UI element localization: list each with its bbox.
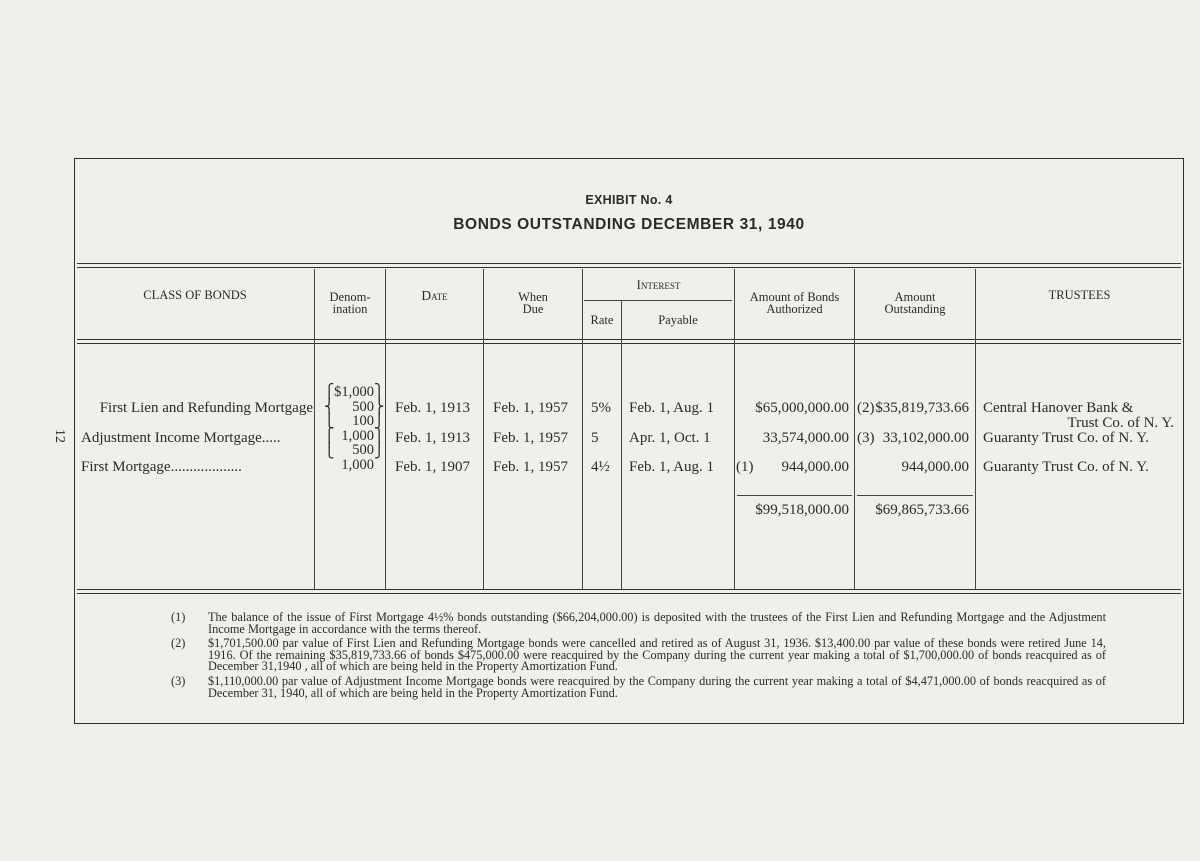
exhibit-frame (74, 158, 1184, 724)
denomination-value: 500 (352, 398, 374, 415)
header-top-rule (77, 263, 1181, 268)
header-interest: Interest (636, 278, 681, 292)
brace-left-icon: ⎧ ⎨ ⎩ (324, 385, 335, 430)
row-trustee: Guaranty Trust Co. of N. Y. (983, 459, 1149, 475)
exhibit-label: EXHIBIT No. 4 (585, 193, 673, 207)
row-payable: Apr. 1, Oct. 1 (629, 430, 711, 446)
column-divider (483, 269, 484, 589)
column-divider (621, 301, 622, 589)
footnote-number: (3) (171, 673, 186, 688)
header-amount-authorized: Amount of Bonds Authorized (749, 290, 840, 316)
row-class: First Lien and Refunding Mortgage (99, 400, 313, 416)
row-authorized-note: (1) (736, 459, 754, 475)
footnote-number: (1) (171, 610, 186, 624)
row-outstanding-note: (2) (857, 400, 875, 416)
denomination-value: $1,000 (334, 384, 374, 400)
column-divider (734, 269, 735, 589)
header-denomination: Denom- ination (329, 290, 371, 316)
total-outstanding: $69,865,733.66 (875, 502, 969, 518)
header-when-due: When Due (518, 290, 548, 316)
row-outstanding: 944,000.00 (901, 459, 969, 475)
row-trustee: Central Hanover Bank & (983, 400, 1134, 416)
footnote-text: $1,110,000.00 par value of Adjustment Income Mortgage bonds were reacquired by the Company during the current year making a total of $4,471,000.00 of bonds reacquired as of December 31, 1940, all of which are being held in the Property Amortization Fund. (208, 673, 1106, 700)
row-authorized: 33,574,000.00 (762, 430, 849, 446)
footnote (171, 673, 1106, 700)
row-when-due: Feb. 1, 1957 (493, 459, 568, 475)
row-date: Feb. 1, 1913 (395, 430, 470, 446)
total-rule (737, 495, 852, 496)
row-class: First Mortgage................... (81, 459, 242, 475)
denomination-value: 1,000 (341, 427, 374, 444)
row-outstanding-note: (3) (857, 430, 875, 446)
denomination-value: 100 (352, 413, 374, 430)
brace-right-icon: ⎫ ⎭ (374, 429, 385, 459)
denomination-value: 1,000 (341, 456, 374, 473)
row-when-due: Feb. 1, 1957 (493, 430, 568, 446)
column-divider (314, 269, 315, 589)
row-trustee-line2: Trust Co. of N. Y. (1067, 415, 1174, 431)
interest-rule (584, 300, 732, 301)
total-rule (857, 495, 973, 496)
footnote (171, 638, 1106, 673)
row-outstanding: 33,102,000.00 (882, 430, 969, 446)
row-rate: 5% (591, 400, 611, 416)
brace-left-icon: ⎧ ⎩ (324, 429, 335, 459)
header-class-of-bonds: CLASS OF BONDS (143, 288, 247, 302)
header-rate: Rate (590, 313, 614, 327)
footnotes (171, 612, 1106, 702)
footnote-number: (2) (171, 636, 186, 651)
header-trustees: TRUSTEES (1048, 288, 1111, 302)
row-trustee: Guaranty Trust Co. of N. Y. (983, 430, 1149, 446)
row-rate: 5 (591, 430, 599, 446)
footnote (171, 612, 1106, 635)
header-payable: Payable (658, 313, 698, 327)
row-class: Adjustment Income Mortgage..... (81, 430, 281, 446)
column-divider (854, 269, 855, 589)
row-authorized: $65,000,000.00 (755, 400, 849, 416)
footnote-text: The balance of the issue of First Mortgage 4½% bonds outstanding ($66,204,000.00) is deposited with the trustees of the First Lien and Refunding Mortgage and the Adjustment Income Mortgage in accordance with the terms thereof. (208, 610, 1106, 636)
header-bottom-rule (77, 339, 1181, 344)
row-date: Feb. 1, 1907 (395, 459, 470, 475)
row-payable: Feb. 1, Aug. 1 (629, 400, 715, 416)
row-rate: 4½ (591, 459, 610, 475)
header-amount-outstanding: Amount Outstanding (884, 290, 946, 316)
page-number: 12 (52, 429, 67, 443)
row-when-due: Feb. 1, 1957 (493, 400, 568, 416)
denomination-value: 500 (352, 442, 374, 459)
row-payable: Feb. 1, Aug. 1 (629, 459, 715, 475)
header-date: Date (421, 288, 448, 303)
page-title: BONDS OUTSTANDING DECEMBER 31, 1940 (453, 216, 805, 233)
row-date: Feb. 1, 1913 (395, 400, 470, 416)
total-authorized: $99,518,000.00 (755, 502, 849, 518)
footnote-text: $1,701,500.00 par value of First Lien and Refunding Mortgage bonds were cancelled and retired as of August 31, 1936. $13,400.00 par value of these bonds were retired June 14, 1916. Of the remaining $35,819,733.66 of bonds $475,000.00 were reacquired by the Company during the current year making a total of $1,700,000.00 of bonds reacquired as of December 31,1940 , all of which are being held in the Property Amortization Fund. (208, 636, 1106, 674)
row-outstanding: $35,819,733.66 (875, 400, 969, 416)
column-divider (385, 269, 386, 589)
brace-right-icon: ⎫ ⎬ ⎭ (374, 385, 385, 430)
row-authorized: 944,000.00 (781, 459, 849, 475)
table-bottom-rule (77, 589, 1181, 594)
